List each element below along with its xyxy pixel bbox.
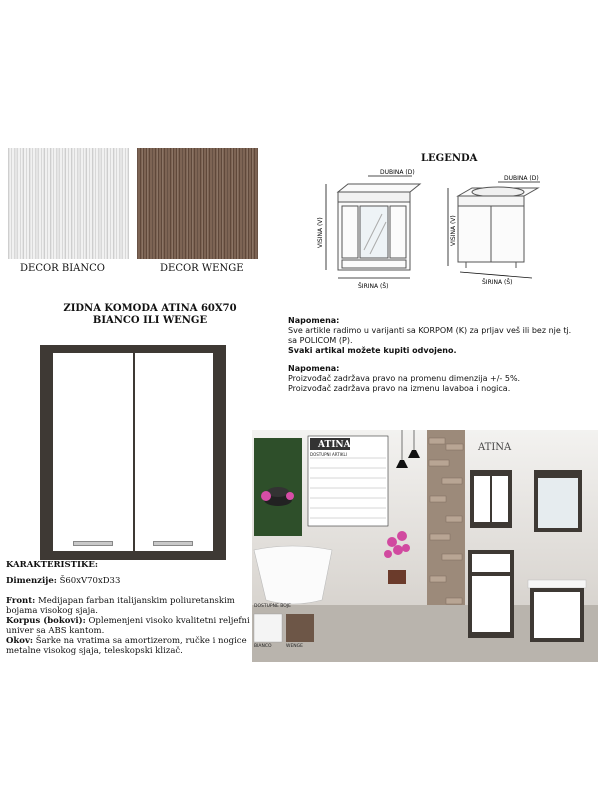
note-heading-2: Napomena: [288, 364, 340, 373]
right-door-handle [153, 541, 193, 546]
cabinet-depth-label: DUBINA (D) [380, 169, 415, 176]
specs-dimensions [6, 576, 251, 586]
specs-front [6, 596, 251, 616]
front-text: Medijapan farban italijanskim poliuretanskim bojama visokog sjaja. [6, 596, 235, 616]
note-text-2b: Proizvođač zadržava pravo na izmenu lavaboa i nogica. [288, 384, 511, 393]
front-label: Front: [6, 596, 36, 606]
dimensions-value: Š60xV70xD33 [59, 576, 121, 586]
vanity-width-label: ŠIRINA (Š) [482, 279, 513, 286]
specs-heading: KARAKTERISTIKE: [6, 560, 98, 570]
decor-bianco-label: DECOR BIANCO [20, 263, 105, 274]
note-text-2a: Proizvođač zadržava pravo na promenu dimenzija +/- 5%. [288, 374, 521, 383]
brochure-color-wenge: WENGE [286, 644, 303, 649]
vanity-drawing [458, 187, 538, 268]
decor-bianco-swatch [8, 148, 129, 259]
mirror-cabinet-drawing [338, 184, 420, 270]
brochure-brand: ATINA [478, 442, 512, 453]
okov-text: Šarke na vratima sa amortizerom, ručke i nogice metalne visokog sjaja, teleskopski klizač. [6, 636, 247, 656]
legend-title: LEGENDA [421, 153, 478, 164]
note-heading-1: Napomena: [288, 316, 340, 325]
cabinet-left-door [53, 353, 133, 551]
brochure-title: ATINA [318, 440, 351, 450]
korpus-text: Oplemenjeni visoko kvalitetni reljefni univer sa ABS kantom. [6, 616, 250, 636]
dimensions-label: Dimenzije: [6, 576, 57, 586]
specs-korpus [6, 616, 251, 636]
specs-okov [6, 636, 251, 656]
brochure-table-header: DOSTUPNI ARTIKLI [310, 452, 347, 457]
okov-label: Okov: [6, 636, 34, 646]
wall-cabinet-image [40, 345, 226, 560]
cabinet-width-label: ŠIRINA (Š) [358, 283, 389, 290]
brochure-color-bianco: BIANCO [254, 644, 272, 649]
legend-diagram [318, 170, 598, 290]
decor-wenge-swatch [137, 148, 258, 259]
left-door-handle [73, 541, 113, 546]
brochure-scene [252, 430, 598, 662]
vanity-height-label: VISINA (V) [450, 215, 457, 246]
decor-wenge-label: DECOR WENGE [160, 263, 244, 274]
note-text-1b: sa POLICOM (P). [288, 336, 353, 345]
note-text-1c: Svaki artikal možete kupiti odvojeno. [288, 346, 457, 355]
korpus-label: Korpus (bokovi): [6, 616, 86, 626]
cabinet-height-label: VISINA (V) [317, 217, 324, 248]
vanity-depth-label: DUBINA (D) [504, 175, 539, 182]
product-title-line2: BIANCO ILI WENGE [92, 315, 208, 326]
product-title-line1: ZIDNA KOMODA ATINA 60X70 [63, 303, 237, 314]
brochure-image [252, 430, 598, 662]
cabinet-right-door [135, 353, 213, 551]
note-text-1a: Sve artikle radimo u varijanti sa KORPOM (K) za prljav veš ili bez nje tj. [288, 326, 572, 335]
brochure-colors-label: DOSTUPNE BOJE [254, 604, 291, 609]
